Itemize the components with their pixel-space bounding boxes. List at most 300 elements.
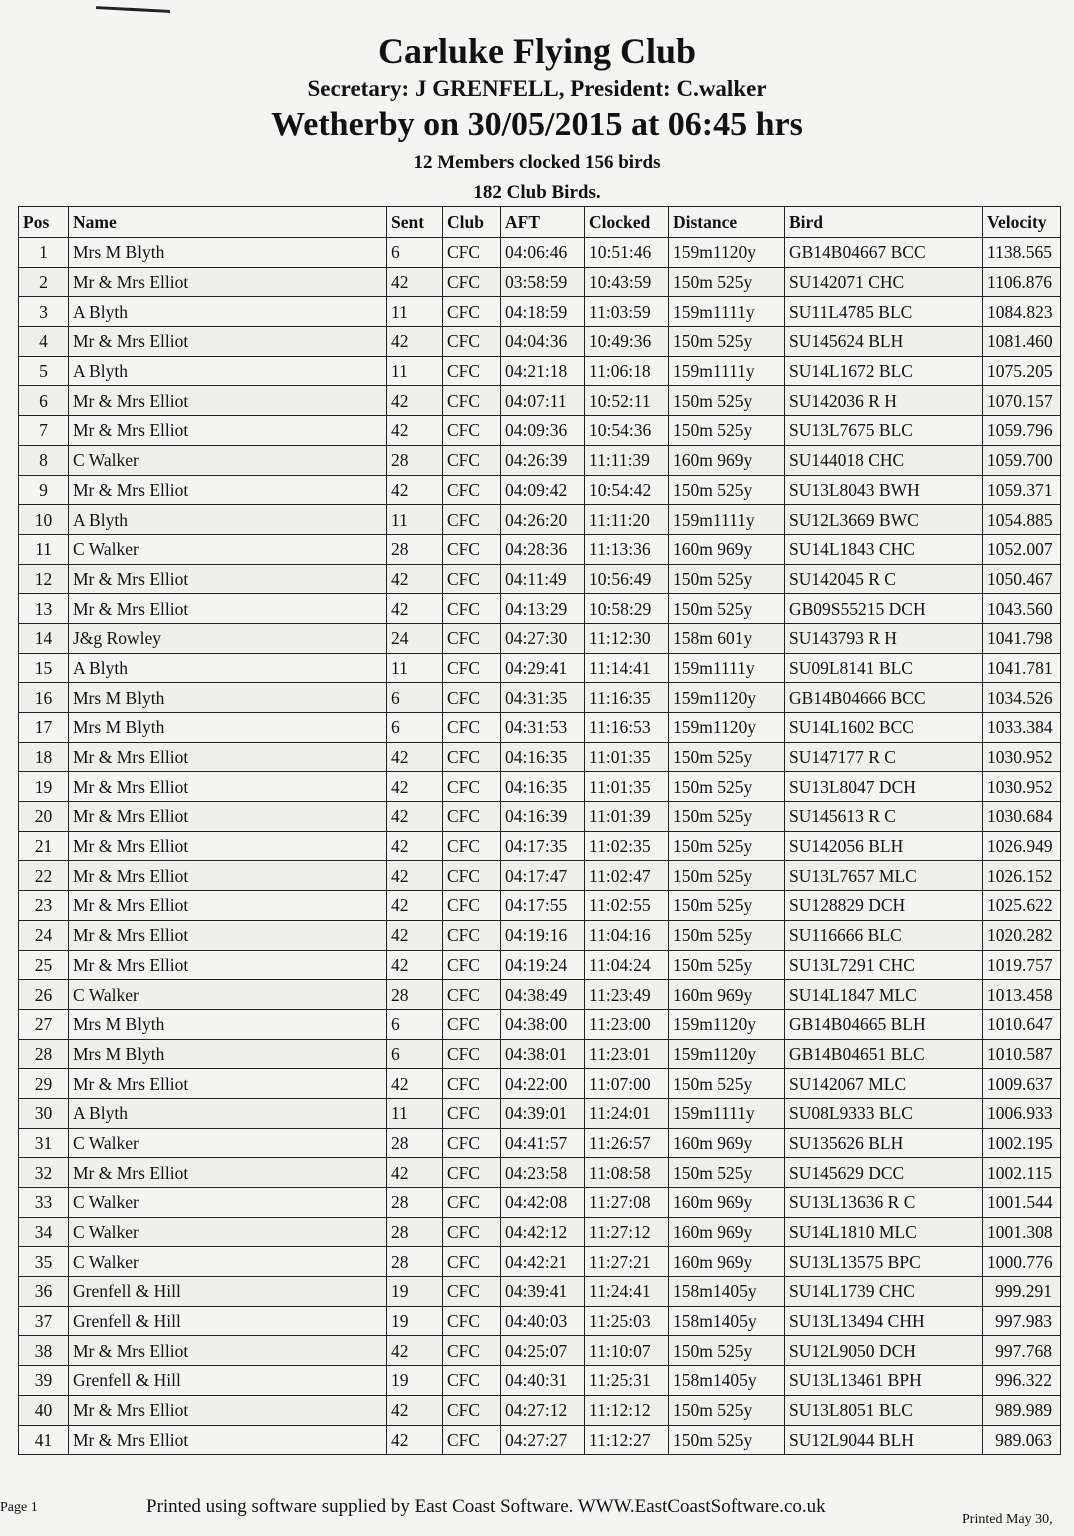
table-row [19, 1158, 1061, 1188]
cell-clocked: 11:01:35 [585, 742, 669, 772]
cell-velocity: 1106.876 [983, 267, 1061, 297]
table-row [19, 475, 1061, 505]
cell-name: Mrs M Blyth [69, 683, 387, 713]
cell-aft: 04:39:01 [501, 1098, 585, 1128]
cell-sent: 11 [387, 356, 443, 386]
table-row [19, 772, 1061, 802]
cell-aft: 04:17:55 [501, 891, 585, 921]
cell-club: CFC [443, 623, 501, 653]
cell-sent: 42 [387, 416, 443, 446]
cell-club: CFC [443, 445, 501, 475]
cell-aft: 04:06:46 [501, 238, 585, 268]
cell-clocked: 10:54:36 [585, 416, 669, 446]
cell-name: Mr & Mrs Elliot [69, 1158, 387, 1188]
cell-bird: SU13L13636 R C [785, 1188, 983, 1218]
cell-distance: 158m1405y [669, 1366, 785, 1396]
cell-clocked: 11:01:39 [585, 802, 669, 832]
cell-club: CFC [443, 416, 501, 446]
table-row [19, 416, 1061, 446]
cell-sent: 6 [387, 1039, 443, 1069]
cell-name: C Walker [69, 1188, 387, 1218]
table-row [19, 802, 1061, 832]
cell-pos: 32 [19, 1158, 69, 1188]
cell-aft: 04:38:00 [501, 1009, 585, 1039]
cell-bird: SU135626 BLH [785, 1128, 983, 1158]
cell-velocity: 999.291 [983, 1277, 1061, 1307]
cell-aft: 04:42:21 [501, 1247, 585, 1277]
cell-pos: 14 [19, 623, 69, 653]
table-row [19, 1069, 1061, 1099]
cell-distance: 150m 525y [669, 950, 785, 980]
cell-club: CFC [443, 1009, 501, 1039]
cell-club: CFC [443, 594, 501, 624]
cell-clocked: 11:13:36 [585, 534, 669, 564]
cell-clocked: 11:11:20 [585, 505, 669, 535]
cell-club: CFC [443, 1158, 501, 1188]
cell-bird: SU13L7675 BLC [785, 416, 983, 446]
cell-sent: 6 [387, 713, 443, 743]
cell-pos: 9 [19, 475, 69, 505]
printed-date: Printed May 30, [962, 1512, 1053, 1527]
cell-pos: 41 [19, 1425, 69, 1455]
cell-clocked: 11:24:01 [585, 1098, 669, 1128]
table-row [19, 238, 1061, 268]
cell-clocked: 11:16:35 [585, 683, 669, 713]
cell-sent: 42 [387, 861, 443, 891]
table-row [19, 505, 1061, 535]
cell-club: CFC [443, 891, 501, 921]
cell-sent: 6 [387, 238, 443, 268]
cell-name: C Walker [69, 1217, 387, 1247]
table-row [19, 980, 1061, 1010]
cell-name: Grenfell & Hill [69, 1366, 387, 1396]
table-row [19, 327, 1061, 357]
cell-club: CFC [443, 386, 501, 416]
cell-distance: 160m 969y [669, 1217, 785, 1247]
cell-sent: 11 [387, 1098, 443, 1128]
cell-pos: 40 [19, 1395, 69, 1425]
cell-clocked: 11:14:41 [585, 653, 669, 683]
cell-distance: 160m 969y [669, 534, 785, 564]
cell-name: Mrs M Blyth [69, 713, 387, 743]
cell-bird: GB14B04651 BLC [785, 1039, 983, 1069]
cell-club: CFC [443, 772, 501, 802]
cell-velocity: 1081.460 [983, 327, 1061, 357]
cell-bird: GB09S55215 DCH [785, 594, 983, 624]
cell-clocked: 11:12:30 [585, 623, 669, 653]
cell-bird: SU13L8047 DCH [785, 772, 983, 802]
cell-name: A Blyth [69, 1098, 387, 1128]
cell-distance: 150m 525y [669, 861, 785, 891]
cell-distance: 150m 525y [669, 475, 785, 505]
cell-distance: 160m 969y [669, 1188, 785, 1218]
cell-bird: SU147177 R C [785, 742, 983, 772]
cell-distance: 150m 525y [669, 831, 785, 861]
cell-velocity: 1054.885 [983, 505, 1061, 535]
club-birds-count: 182 Club Birds. [473, 182, 601, 203]
cell-club: CFC [443, 505, 501, 535]
cell-pos: 17 [19, 713, 69, 743]
cell-sent: 6 [387, 683, 443, 713]
cell-clocked: 11:23:01 [585, 1039, 669, 1069]
cell-clocked: 11:23:00 [585, 1009, 669, 1039]
page-number: Page 1 [0, 1500, 38, 1515]
table-row [19, 653, 1061, 683]
cell-sent: 28 [387, 1247, 443, 1277]
cell-pos: 26 [19, 980, 69, 1010]
cell-velocity: 1034.526 [983, 683, 1061, 713]
cell-name: Mr & Mrs Elliot [69, 802, 387, 832]
cell-clocked: 11:02:47 [585, 861, 669, 891]
cell-clocked: 11:27:12 [585, 1217, 669, 1247]
cell-velocity: 1025.622 [983, 891, 1061, 921]
cell-bird: SU13L7291 CHC [785, 950, 983, 980]
cell-sent: 42 [387, 772, 443, 802]
cell-velocity: 1033.384 [983, 713, 1061, 743]
cell-club: CFC [443, 327, 501, 357]
cell-name: C Walker [69, 445, 387, 475]
table-row [19, 950, 1061, 980]
cell-pos: 27 [19, 1009, 69, 1039]
column-header-clocked: Clocked [585, 207, 669, 238]
cell-bird: SU12L9050 DCH [785, 1336, 983, 1366]
cell-name: Mrs M Blyth [69, 1009, 387, 1039]
cell-sent: 42 [387, 1395, 443, 1425]
cell-pos: 28 [19, 1039, 69, 1069]
cell-velocity: 1043.560 [983, 594, 1061, 624]
cell-pos: 39 [19, 1366, 69, 1396]
cell-velocity: 1030.684 [983, 802, 1061, 832]
cell-velocity: 1070.157 [983, 386, 1061, 416]
cell-name: A Blyth [69, 356, 387, 386]
club-title: Carluke Flying Club [377, 31, 697, 71]
cell-bird: SU13L13494 CHH [785, 1306, 983, 1336]
cell-pos: 23 [19, 891, 69, 921]
cell-aft: 04:41:57 [501, 1128, 585, 1158]
cell-distance: 159m1120y [669, 238, 785, 268]
cell-aft: 04:38:49 [501, 980, 585, 1010]
cell-pos: 3 [19, 297, 69, 327]
cell-sent: 42 [387, 950, 443, 980]
cell-distance: 159m1111y [669, 505, 785, 535]
cell-name: J&g Rowley [69, 623, 387, 653]
cell-club: CFC [443, 831, 501, 861]
cell-name: Mr & Mrs Elliot [69, 831, 387, 861]
cell-bird: SU142045 R C [785, 564, 983, 594]
cell-pos: 22 [19, 861, 69, 891]
column-header-aft: AFT [501, 207, 585, 238]
cell-distance: 150m 525y [669, 386, 785, 416]
cell-pos: 18 [19, 742, 69, 772]
cell-name: Mr & Mrs Elliot [69, 891, 387, 921]
cell-name: Mrs M Blyth [69, 1039, 387, 1069]
cell-name: C Walker [69, 534, 387, 564]
cell-pos: 8 [19, 445, 69, 475]
table-row [19, 445, 1061, 475]
column-header-sent: Sent [387, 207, 443, 238]
cell-clocked: 11:16:53 [585, 713, 669, 743]
cell-club: CFC [443, 1277, 501, 1307]
cell-club: CFC [443, 920, 501, 950]
cell-distance: 150m 525y [669, 1158, 785, 1188]
cell-name: Grenfell & Hill [69, 1277, 387, 1307]
cell-aft: 04:17:35 [501, 831, 585, 861]
cell-aft: 04:19:16 [501, 920, 585, 950]
cell-club: CFC [443, 742, 501, 772]
table-row [19, 861, 1061, 891]
cell-velocity: 996.322 [983, 1366, 1061, 1396]
cell-clocked: 11:12:12 [585, 1395, 669, 1425]
cell-club: CFC [443, 1366, 501, 1396]
cell-sent: 11 [387, 297, 443, 327]
cell-clocked: 11:07:00 [585, 1069, 669, 1099]
cell-clocked: 11:02:35 [585, 831, 669, 861]
cell-bird: SU145629 DCC [785, 1158, 983, 1188]
cell-pos: 4 [19, 327, 69, 357]
cell-sent: 28 [387, 534, 443, 564]
cell-distance: 159m1120y [669, 683, 785, 713]
cell-velocity: 989.063 [983, 1425, 1061, 1455]
cell-bird: SU143793 R H [785, 623, 983, 653]
table-row [19, 297, 1061, 327]
cell-sent: 6 [387, 1009, 443, 1039]
cell-aft: 04:13:29 [501, 594, 585, 624]
cell-name: Mr & Mrs Elliot [69, 386, 387, 416]
cell-clocked: 11:27:21 [585, 1247, 669, 1277]
cell-sent: 28 [387, 980, 443, 1010]
cell-name: Mr & Mrs Elliot [69, 1395, 387, 1425]
cell-bird: GB14B04667 BCC [785, 238, 983, 268]
cell-bird: SU144018 CHC [785, 445, 983, 475]
cell-sent: 42 [387, 1158, 443, 1188]
cell-sent: 19 [387, 1306, 443, 1336]
cell-aft: 04:22:00 [501, 1069, 585, 1099]
cell-clocked: 10:56:49 [585, 564, 669, 594]
cell-bird: SU14L1810 MLC [785, 1217, 983, 1247]
printed-using-note: Printed using software supplied by East Coast Software. WWW.EastCoastSoftware.co.uk [146, 1496, 826, 1517]
cell-aft: 04:26:39 [501, 445, 585, 475]
cell-pos: 25 [19, 950, 69, 980]
cell-clocked: 10:49:36 [585, 327, 669, 357]
cell-velocity: 1026.949 [983, 831, 1061, 861]
cell-velocity: 1002.195 [983, 1128, 1061, 1158]
cell-velocity: 1084.823 [983, 297, 1061, 327]
cell-name: Mr & Mrs Elliot [69, 742, 387, 772]
cell-name: C Walker [69, 980, 387, 1010]
cell-name: Mr & Mrs Elliot [69, 1069, 387, 1099]
scan-pen-mark [96, 6, 170, 13]
cell-name: C Walker [69, 1247, 387, 1277]
cell-clocked: 11:11:39 [585, 445, 669, 475]
cell-sent: 42 [387, 386, 443, 416]
table-row [19, 1336, 1061, 1366]
cell-name: C Walker [69, 1128, 387, 1158]
cell-distance: 158m 601y [669, 623, 785, 653]
column-header-distance: Distance [669, 207, 785, 238]
table-row [19, 1188, 1061, 1218]
cell-name: Mr & Mrs Elliot [69, 772, 387, 802]
cell-velocity: 1009.637 [983, 1069, 1061, 1099]
club-officers: Secretary: J GRENFELL, President: C.walker [307, 76, 767, 101]
cell-clocked: 11:04:24 [585, 950, 669, 980]
cell-pos: 1 [19, 238, 69, 268]
table-row [19, 623, 1061, 653]
cell-pos: 2 [19, 267, 69, 297]
table-row [19, 386, 1061, 416]
cell-bird: SU13L8043 BWH [785, 475, 983, 505]
cell-distance: 150m 525y [669, 772, 785, 802]
cell-sent: 42 [387, 920, 443, 950]
cell-velocity: 1030.952 [983, 772, 1061, 802]
cell-aft: 04:16:39 [501, 802, 585, 832]
cell-club: CFC [443, 980, 501, 1010]
cell-name: Grenfell & Hill [69, 1306, 387, 1336]
cell-club: CFC [443, 1306, 501, 1336]
cell-pos: 24 [19, 920, 69, 950]
cell-sent: 42 [387, 742, 443, 772]
table-row [19, 713, 1061, 743]
table-row [19, 1247, 1061, 1277]
cell-sent: 28 [387, 1217, 443, 1247]
cell-bird: SU14L1843 CHC [785, 534, 983, 564]
cell-distance: 150m 525y [669, 267, 785, 297]
cell-distance: 160m 969y [669, 1247, 785, 1277]
cell-velocity: 1020.282 [983, 920, 1061, 950]
cell-club: CFC [443, 802, 501, 832]
cell-club: CFC [443, 713, 501, 743]
cell-aft: 04:07:11 [501, 386, 585, 416]
cell-clocked: 11:25:03 [585, 1306, 669, 1336]
cell-bird: GB14B04665 BLH [785, 1009, 983, 1039]
cell-velocity: 1006.933 [983, 1098, 1061, 1128]
cell-sent: 28 [387, 1188, 443, 1218]
cell-club: CFC [443, 1336, 501, 1366]
table-row [19, 920, 1061, 950]
cell-distance: 150m 525y [669, 327, 785, 357]
cell-aft: 04:18:59 [501, 297, 585, 327]
cell-bird: SU142036 R H [785, 386, 983, 416]
cell-name: Mr & Mrs Elliot [69, 416, 387, 446]
table-row [19, 534, 1061, 564]
cell-club: CFC [443, 1247, 501, 1277]
cell-clocked: 11:23:49 [585, 980, 669, 1010]
table-row [19, 1425, 1061, 1455]
cell-pos: 7 [19, 416, 69, 446]
cell-clocked: 11:27:08 [585, 1188, 669, 1218]
cell-clocked: 11:02:55 [585, 891, 669, 921]
cell-aft: 04:39:41 [501, 1277, 585, 1307]
cell-velocity: 1010.587 [983, 1039, 1061, 1069]
cell-aft: 04:40:03 [501, 1306, 585, 1336]
cell-club: CFC [443, 861, 501, 891]
cell-clocked: 11:03:59 [585, 297, 669, 327]
cell-bird: SU13L13461 BPH [785, 1366, 983, 1396]
cell-velocity: 1001.308 [983, 1217, 1061, 1247]
cell-name: A Blyth [69, 297, 387, 327]
cell-distance: 150m 525y [669, 594, 785, 624]
cell-pos: 31 [19, 1128, 69, 1158]
cell-bird: SU142067 MLC [785, 1069, 983, 1099]
cell-name: Mr & Mrs Elliot [69, 1425, 387, 1455]
table-row [19, 742, 1061, 772]
cell-sent: 42 [387, 594, 443, 624]
cell-bird: SU12L3669 BWC [785, 505, 983, 535]
cell-bird: SU11L4785 BLC [785, 297, 983, 327]
cell-clocked: 11:01:35 [585, 772, 669, 802]
cell-aft: 04:38:01 [501, 1039, 585, 1069]
cell-aft: 04:04:36 [501, 327, 585, 357]
cell-pos: 38 [19, 1336, 69, 1366]
cell-sent: 24 [387, 623, 443, 653]
cell-pos: 29 [19, 1069, 69, 1099]
cell-velocity: 1030.952 [983, 742, 1061, 772]
cell-pos: 36 [19, 1277, 69, 1307]
cell-aft: 04:17:47 [501, 861, 585, 891]
cell-distance: 159m1111y [669, 356, 785, 386]
cell-pos: 11 [19, 534, 69, 564]
cell-velocity: 1019.757 [983, 950, 1061, 980]
cell-sent: 11 [387, 505, 443, 535]
cell-distance: 150m 525y [669, 1425, 785, 1455]
cell-distance: 150m 525y [669, 416, 785, 446]
cell-distance: 160m 969y [669, 980, 785, 1010]
cell-aft: 03:58:59 [501, 267, 585, 297]
column-header-bird: Bird [785, 207, 983, 238]
cell-club: CFC [443, 1128, 501, 1158]
cell-velocity: 1138.565 [983, 238, 1061, 268]
cell-velocity: 1059.371 [983, 475, 1061, 505]
cell-club: CFC [443, 1217, 501, 1247]
cell-clocked: 11:08:58 [585, 1158, 669, 1188]
cell-clocked: 10:58:29 [585, 594, 669, 624]
cell-bird: GB14B04666 BCC [785, 683, 983, 713]
table-row [19, 356, 1061, 386]
cell-velocity: 1052.007 [983, 534, 1061, 564]
cell-distance: 150m 525y [669, 1395, 785, 1425]
cell-sent: 11 [387, 653, 443, 683]
table-row [19, 831, 1061, 861]
cell-clocked: 10:54:42 [585, 475, 669, 505]
cell-aft: 04:27:30 [501, 623, 585, 653]
cell-clocked: 11:26:57 [585, 1128, 669, 1158]
table-row [19, 1277, 1061, 1307]
cell-aft: 04:27:27 [501, 1425, 585, 1455]
cell-aft: 04:40:31 [501, 1366, 585, 1396]
cell-clocked: 11:06:18 [585, 356, 669, 386]
cell-bird: SU14L1739 CHC [785, 1277, 983, 1307]
cell-club: CFC [443, 653, 501, 683]
cell-sent: 42 [387, 831, 443, 861]
cell-pos: 37 [19, 1306, 69, 1336]
cell-name: Mr & Mrs Elliot [69, 594, 387, 624]
column-header-name: Name [69, 207, 387, 238]
cell-velocity: 997.768 [983, 1336, 1061, 1366]
cell-sent: 42 [387, 1425, 443, 1455]
cell-bird: SU145624 BLH [785, 327, 983, 357]
cell-clocked: 11:04:16 [585, 920, 669, 950]
table-row [19, 891, 1061, 921]
cell-pos: 21 [19, 831, 69, 861]
cell-bird: SU145613 R C [785, 802, 983, 832]
cell-name: Mr & Mrs Elliot [69, 564, 387, 594]
cell-distance: 150m 525y [669, 742, 785, 772]
table-row [19, 1366, 1061, 1396]
cell-bird: SU142056 BLH [785, 831, 983, 861]
cell-clocked: 11:24:41 [585, 1277, 669, 1307]
cell-clocked: 11:10:07 [585, 1336, 669, 1366]
cell-velocity: 1059.700 [983, 445, 1061, 475]
cell-aft: 04:28:36 [501, 534, 585, 564]
